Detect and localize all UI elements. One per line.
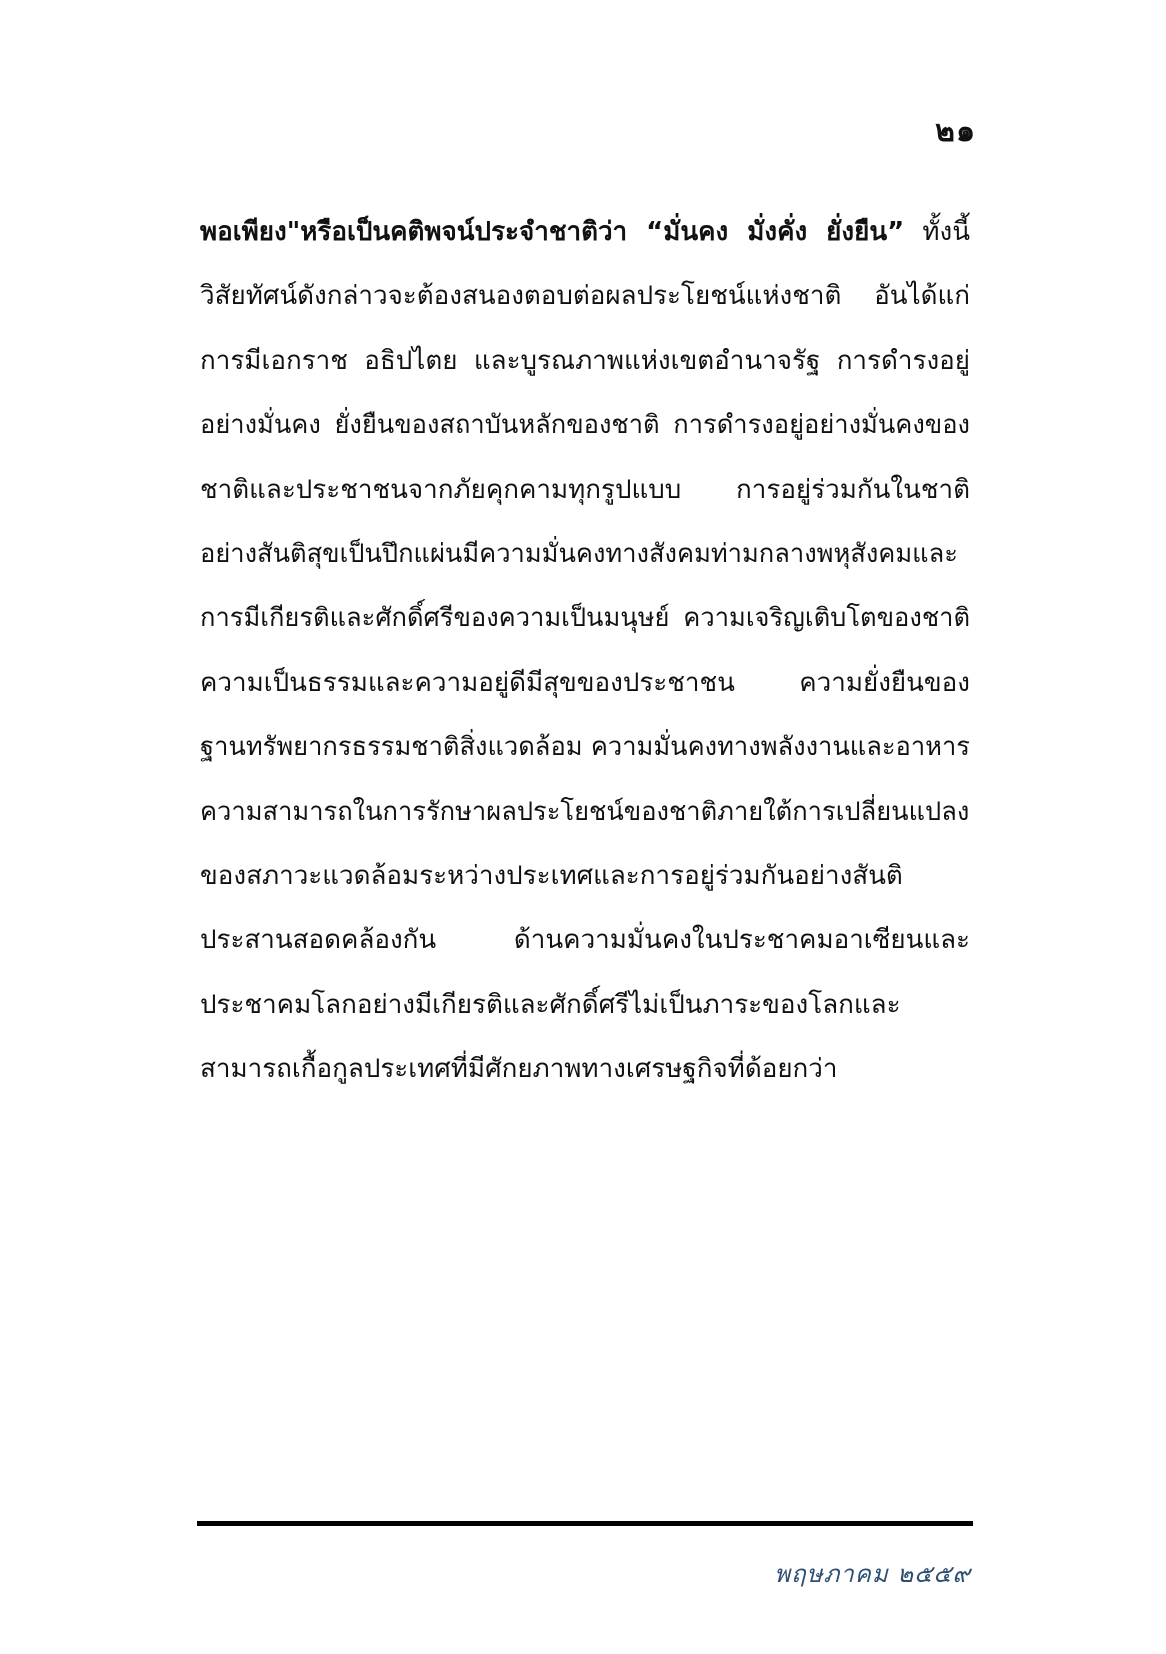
footer-date: พฤษภาคม ๒๕๕๙ xyxy=(774,1560,971,1588)
text-line: วิสัยทัศน์ดังกล่าวจะต้องสนองตอบต่อผลประโยชน์แห่งชาติ อันได้แก่ xyxy=(200,281,970,312)
text-line: ประสานสอดคล้องกัน ด้านความมั่นคงในประชาคมอาเซียนและ xyxy=(200,925,970,956)
text-line: ความเป็นธรรมและความอยู่ดีมีสุขของประชาชน ความยั่งยืนของ xyxy=(200,667,970,698)
text-line: อย่างสันติสุขเป็นปึกแผ่นมีความมั่นคงทางสังคมท่ามกลางพหุสังคมและ xyxy=(200,538,958,569)
text-line: ของสภาวะแวดล้อมระหว่างประเทศและการอยู่ร่วมกันอย่างสันติ xyxy=(200,860,903,891)
body-paragraph xyxy=(200,200,970,1101)
text-line: ความสามารถในการรักษาผลประโยชน์ของชาติภายใต้การเปลี่ยนแปลง xyxy=(200,796,970,827)
footer-divider xyxy=(197,1521,973,1526)
text-line: การมีเอกราช อธิปไตย และบูรณภาพแห่งเขตอำนาจรัฐ การดำรงอยู่ xyxy=(200,345,970,376)
text-line xyxy=(200,200,970,264)
text-line: สามารถเกื้อกูลประเทศที่มีศักยภาพทางเศรษฐกิจที่ด้อยกว่า xyxy=(200,1054,838,1085)
text-line: การมีเกียรติและศักดิ์ศรีของความเป็นมนุษย์ ความเจริญเติบโตของชาติ xyxy=(200,603,970,634)
line-continuation: ทั้งนี้ xyxy=(904,217,970,247)
text-line: อย่างมั่นคง ยั่งยืนของสถาบันหลักของชาติ การดำรงอยู่อย่างมั่นคงของ xyxy=(200,410,970,441)
text-line: ชาติและประชาชนจากภัยคุกคามทุกรูปแบบ การอยู่ร่วมกันในชาติ xyxy=(200,474,970,505)
text-line: ประชาคมโลกอย่างมีเกียรติและศักดิ์ศรีไม่เป็นภาระของโลกและ xyxy=(200,989,901,1020)
text-line: ฐานทรัพยากรธรรมชาติสิ่งแวดล้อม ความมั่นคงทางพลังงานและอาหาร xyxy=(200,732,970,763)
bold-phrase: พอเพียง"หรือเป็นคติพจน์ประจำชาติว่า “มั่นคง มั่งคั่ง ยั่งยืน” xyxy=(200,217,905,247)
page-number: ๒๑ xyxy=(935,114,976,149)
